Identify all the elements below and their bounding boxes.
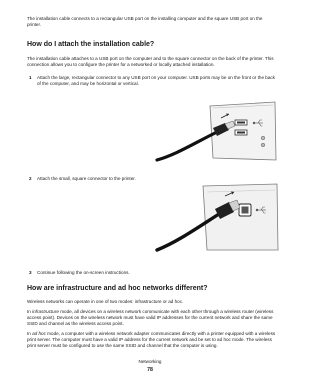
step-3-text: Continue following the on-screen instructions. (37, 270, 130, 275)
modes-paragraph: Wireless networks can operate in one of two modes: infrastructure or ad hoc. (27, 299, 184, 304)
adhoc-prefix: In (27, 331, 33, 336)
intro-paragraph: The installation cable connects to a rectangular USB port on the installing computer and the square USB port on the printer. (27, 16, 263, 28)
heading-attach-cable: How do I attach the installation cable? (27, 41, 155, 48)
usb-computer-illustration (155, 100, 280, 164)
adhoc-paragraph (27, 331, 277, 350)
infrastructure-body: mode, all devices on a wireless network communicate with each other through a wireless router (wireless access point). Devices on the wireless network must have valid IP addresses for the current network and share the same SSID and channel as the wireless access point. (27, 309, 274, 327)
infrastructure-term: infrastructure (32, 309, 59, 314)
step-2-number: 2 (29, 176, 32, 181)
step-1-number: 1 (29, 75, 32, 80)
step-3-number: 3 (29, 270, 32, 275)
heading-network-types: How are infrastructure and ad hoc networks different? (27, 285, 208, 292)
step-2-text: Attach the small, square connector to the printer. (37, 176, 136, 181)
footer-page-number: 78 (147, 367, 153, 373)
infrastructure-paragraph (27, 309, 277, 328)
step-1-text: Attach the large, rectangular connector to any USB port on your computer. USB ports may be on the front or the back of the computer, and may be horizontal or vertical. (37, 75, 275, 87)
adhoc-term: ad hoc (32, 331, 46, 336)
footer-section-title: Networking (138, 359, 162, 364)
infrastructure-prefix: In (27, 309, 33, 314)
attach-paragraph: The installation cable attaches to a USB port on the computer and to the square connector on the back of the printer. This connection allows you to configure the printer for a networked or locally attached installation. (27, 56, 274, 68)
usb-printer-illustration (155, 182, 280, 254)
adhoc-body: mode, a computer with a wireless network adapter communicates directly with a printer equipped with a wireless print server. The computer must have a valid IP address for the current network and be set to ad hoc mode. The wireless print server must be configured to use the same SSID and channel that the computer is using. (27, 331, 276, 349)
